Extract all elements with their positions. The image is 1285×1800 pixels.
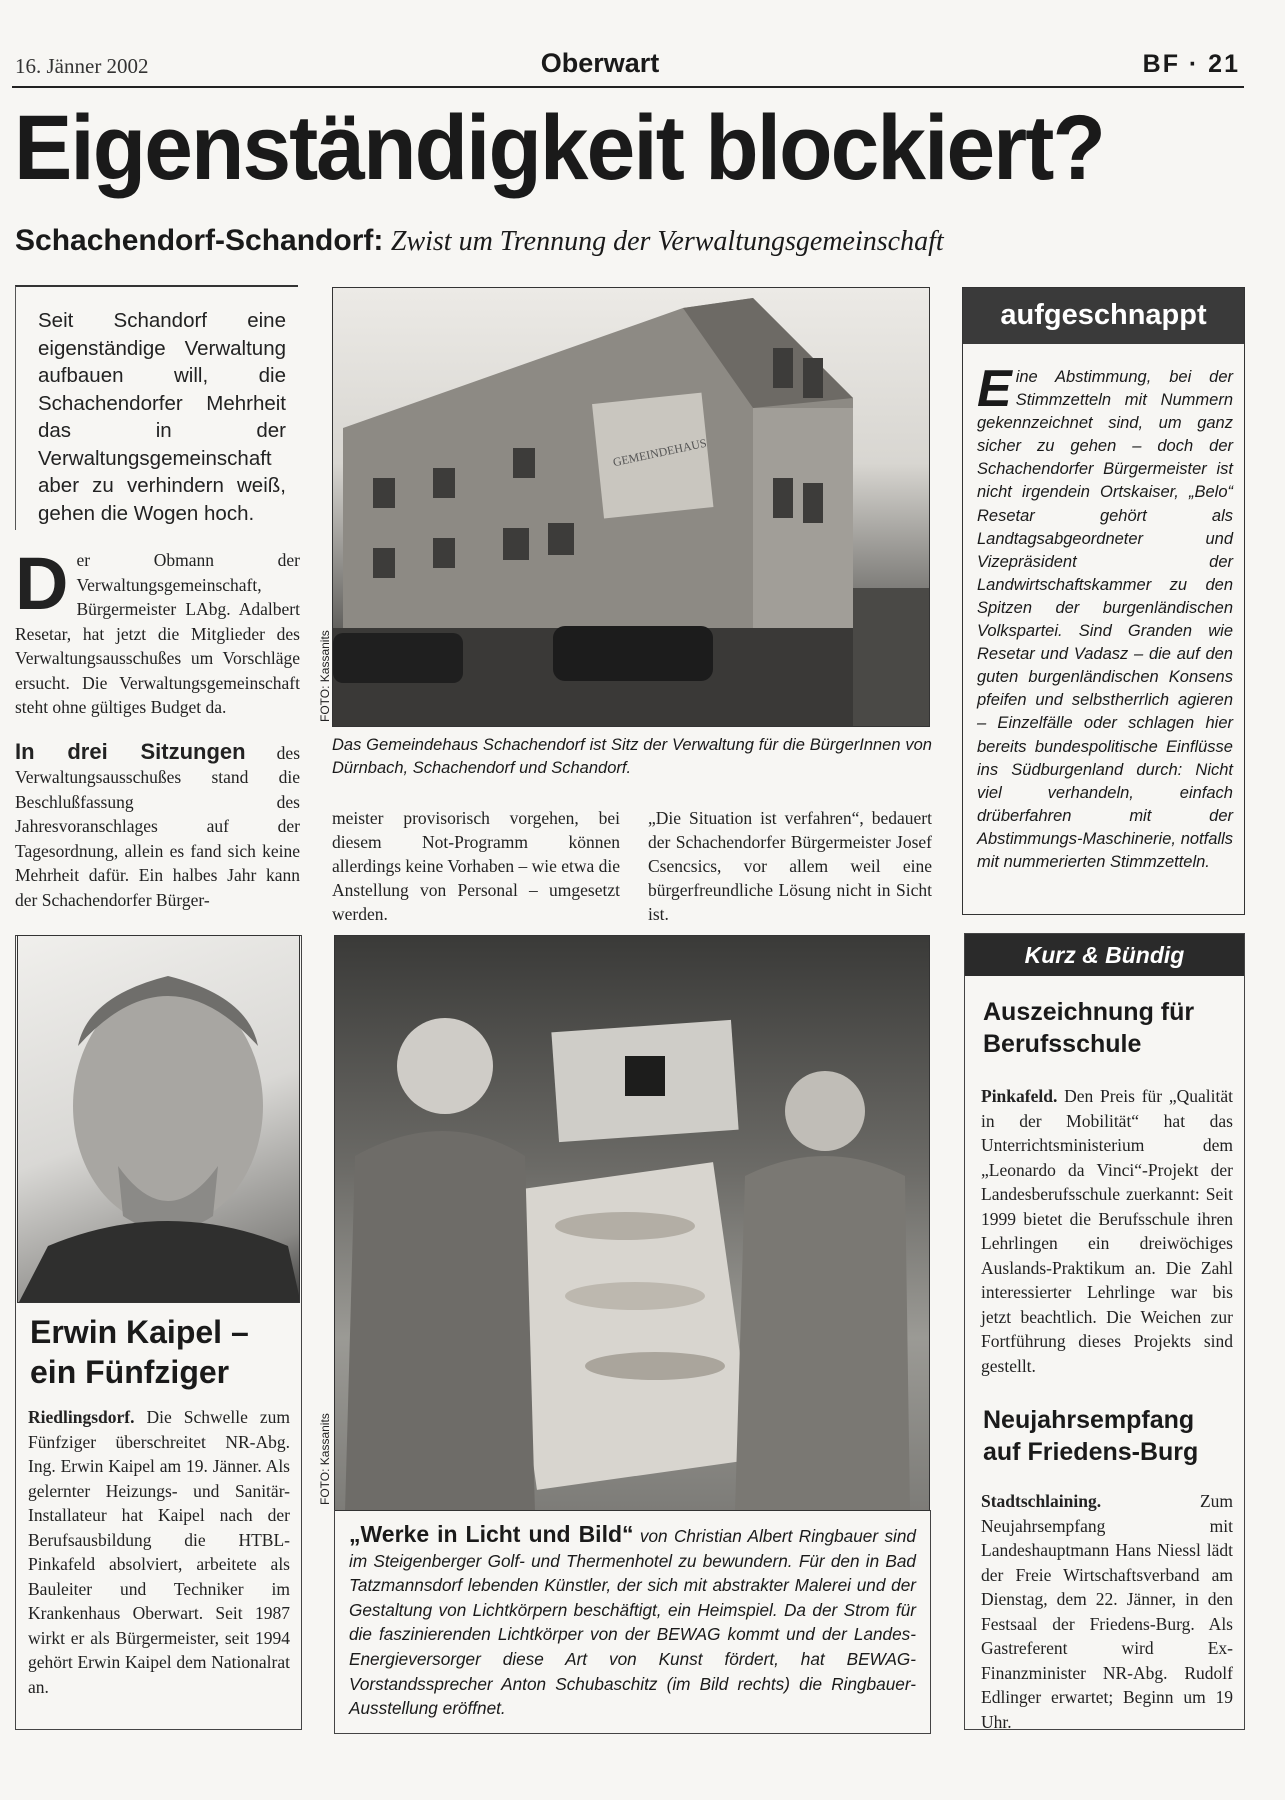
building-illustration bbox=[333, 288, 930, 727]
kaipel-body: Die Schwelle zum Fünfziger überschreitet NR-Abg. Ing. Erwin Kaipel am 19. Jänner. Als gelernter Heizungs- und Sanitär-Installateur hat Kaipel nach der Berufsausbildung die HTBL-Pinkafeld absolviert, arbeitete als Bauleiter und Techniker im Krankenhaus Oberwart. Seit 1987 wirkt er als Bürgermeister, seit 1994 gehört Erwin Kaipel dem Nationalrat an. bbox=[28, 1407, 290, 1697]
photo-credit: FOTO: Kassanits bbox=[318, 1413, 332, 1505]
subheading-runin: In drei Sitzungen bbox=[15, 738, 246, 764]
article-column-3: „Die Situation ist verfahren“, bedauert der Schachendorfer Bürgermeister Josef Csencsics, vor allem weil eine bürgerfreundliche Lösung nicht in Sicht ist. bbox=[648, 808, 932, 924]
article-paragraph: er Obmann der Verwaltungsgemeinschaft, Bürgermeister LAbg. Adalbert Resetar, hat jetzt die Mitglieder des Verwaltungsausschußes um Vorschläge ersucht. Die Verwaltungsgemeinschaft steht ohne gültiges Budget da. bbox=[15, 550, 300, 717]
commentary-body: ine Abstimmung, bei der Stimmzetteln mit Nummern gekennzeichnet sind, um ganz sicher zu gehen – doch der Schachendorfer Bürgermeister ist nicht irgendein Ortskaiser, „Belo“ Resetar gehört als Landtagsabgeordneter und Vizepräsident der Landwirtschaftskammer zu den Spitzen der burgenländischen Volkspartei. Sind Granden wie Resetar und Vadasz – die auf den guten burgenländischen Konsens pfeifen und selbstherrlich agieren – Einzelfälle oder schlagen hier bereits bundespolitische Einflüsse ins Südburgenland durch: Nicht viel verhandeln, einfach drüberfahren mit der Abstimmungs-Maschinerie, notfalls mit nummerierten Stimmzetteln. bbox=[977, 368, 1233, 871]
commentary-text bbox=[977, 360, 1233, 874]
headline: Eigenständigkeit blockiert? bbox=[14, 97, 1104, 199]
header-rule bbox=[12, 86, 1244, 88]
building-sign: GEMEINDEHAUS bbox=[611, 435, 708, 470]
brief-body: Den Preis für „Qualität in der Mobilität“ hat das Unterrichtsministerium dem „Leonardo da Vinci“-Projekt der Landesberufsschule zuerkannt: Seit 1999 bietet die Berufsschule ihren Lehrlingen ein dreiwöchiges Auslands-Praktikum an. Die Zahl interessierter Lehrlinge war bis jetzt beachtlich. Die Weichen zur Fortführung dieses Projekts sind gestellt. bbox=[981, 1086, 1233, 1376]
brief-text bbox=[981, 1489, 1233, 1734]
dateline: Riedlingsdorf. bbox=[28, 1407, 135, 1427]
photo-credit: FOTO: Kassanits bbox=[318, 630, 332, 722]
aufgeschnappt-box bbox=[962, 287, 1245, 915]
article-paragraph: des Verwaltungsausschußes stand die Beschlußfassung des Jahresvoranschlages auf der Tagesordnung, allein es fand sich keine Mehrheit dafür. Ein halbes Jahr kann der Schachendorfer Bürger- bbox=[15, 742, 300, 910]
drop-cap: E bbox=[977, 360, 1012, 418]
issue-date: 16. Jänner 2002 bbox=[15, 54, 149, 78]
page-number: BF · 21 bbox=[1142, 50, 1240, 78]
exhibition-photo bbox=[334, 935, 930, 1511]
portrait-photo bbox=[17, 935, 300, 1303]
dateline: Stadtschlaining. bbox=[981, 1491, 1102, 1511]
building-photo bbox=[332, 287, 930, 727]
section-title: Oberwart bbox=[540, 48, 660, 78]
brief-headline: Neujahrsempfang auf Friedens-Burg bbox=[983, 1406, 1199, 1466]
intro-lead: Seit Schandorf eine eigenständige Verwaltung aufbauen will, die Schachendorfer Mehrheit das in der Verwaltungsgemeinschaft aber zu verhindern weiß, gehen die Wogen hoch. bbox=[15, 285, 298, 530]
dateline: Pinkafeld. bbox=[981, 1086, 1058, 1106]
photo-caption bbox=[334, 1510, 931, 1734]
kaipel-headline: Erwin Kaipel – ein Fünfziger bbox=[30, 1314, 249, 1390]
photo-caption: Das Gemeindehaus Schachendorf ist Sitz der Verwaltung für die BürgerInnen von Dürnbach, Schachendorf und Schandorf. bbox=[332, 736, 932, 777]
portrait-illustration bbox=[18, 936, 300, 1303]
subhead-text: Zwist um Trennung der Verwaltungsgemeinschaft bbox=[390, 226, 944, 257]
caption-body: von Christian Albert Ringbauer sind im Steigenberger Golf- und Thermenhotel zu bewundern. Für den in Bad Tatzmannsdorf lebenden Künstler, der sich mit abstrakter Malerei und der Gestaltung von Lichtkörpern beschäftigt, ein Heimspiel. Da der Strom für die faszinierenden Lichtkörper von der BEWAG kommt und der Landes-Energieversorger diese Art von Kunst fördert, hat BEWAG-Vorstandssprecher Anton Schubaschitz (im Bild rechts) die Ringbauer-Ausstellung eröffnet. bbox=[349, 1526, 916, 1719]
article-column-1 bbox=[15, 542, 300, 912]
box-title: aufgeschnappt bbox=[963, 288, 1244, 344]
exhibition-illustration bbox=[335, 936, 930, 1511]
brief-headline: Auszeichnung für Berufsschule bbox=[983, 998, 1195, 1058]
brief-body: Zum Neujahrsempfang mit Landeshauptmann Hans Niessl lädt der Freie Wirtschaftsverband am Dienstag, dem 22. Jänner, in den Festsaal der Friedens-Burg. Als Gastreferent wird Ex-Finanzminister NR-Abg. Rudolf Edlinger erwartet; Beginn um 19 Uhr. bbox=[981, 1491, 1233, 1732]
article-column-2: meister provisorisch vorgehen, bei diesem Not-Programm können allerdings keine Vorhaben – wie etwa die Anstellung von Personal – umgesetzt werden. bbox=[332, 808, 621, 924]
subheadline bbox=[15, 224, 944, 258]
kurz-buendig-box bbox=[964, 933, 1245, 1730]
drop-cap: D bbox=[15, 542, 69, 625]
kaipel-text bbox=[28, 1405, 290, 1699]
subhead-place: Schachendorf-Schandorf: bbox=[15, 224, 384, 257]
box-title: Kurz & Bündig bbox=[965, 934, 1244, 976]
caption-title: „Werke in Licht und Bild“ bbox=[349, 1521, 634, 1547]
brief-text bbox=[981, 1084, 1233, 1378]
